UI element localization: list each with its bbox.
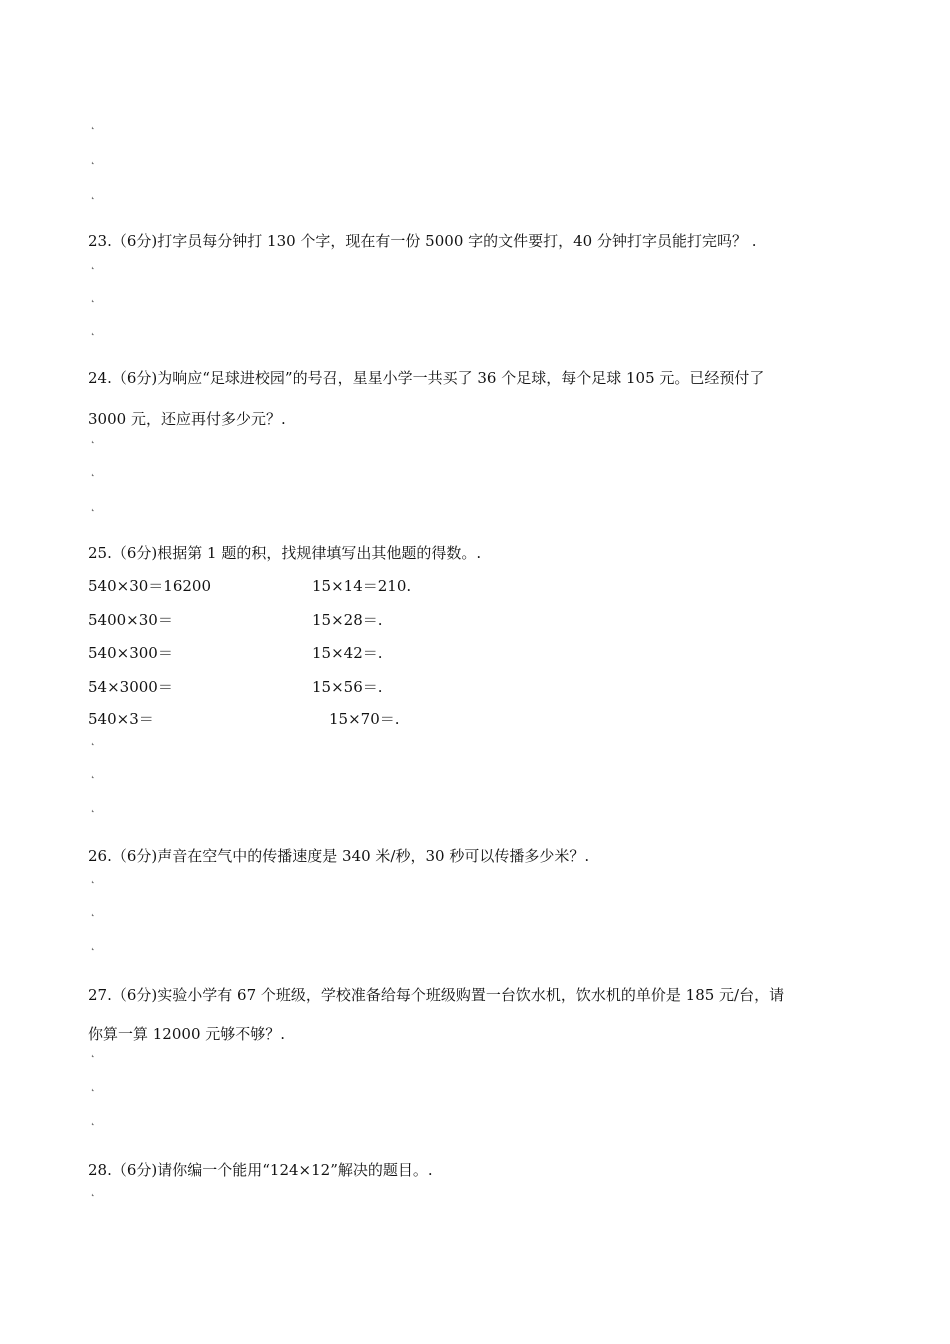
equation-right: 15×42＝. — [312, 644, 383, 662]
paragraph-mark: ˛ — [90, 904, 96, 917]
equation-right: 15×70＝. — [329, 710, 400, 728]
paragraph-mark: ˛ — [90, 257, 96, 270]
paragraph-mark: ˛ — [90, 1045, 96, 1058]
question-28: 28.（6分)请你编一个能用“124×12”解决的题目。. — [88, 1161, 433, 1179]
equation-right: 15×28＝. — [312, 611, 383, 629]
paragraph-mark: ˛ — [90, 1079, 96, 1092]
equation-right: 15×56＝. — [312, 678, 383, 696]
paragraph-mark: ˛ — [90, 499, 96, 512]
question-27-line2: 你算一算 12000 元够不够？. — [88, 1025, 286, 1043]
paragraph-mark: ˛ — [90, 1184, 96, 1197]
paragraph-mark: ˛ — [90, 323, 96, 336]
paragraph-mark: ˛ — [90, 290, 96, 303]
equation-left: 540×30＝16200 — [88, 577, 212, 595]
question-23: 23.（6分)打字员每分钟打 130 个字，现在有一份 5000 字的文件要打，40 分钟打字员能打完吗？ . — [88, 232, 757, 250]
equation-left: 540×3＝ — [88, 710, 154, 728]
paragraph-mark: ˛ — [90, 117, 96, 130]
question-27-line1: 27.（6分)实验小学有 67 个班级，学校准备给每个班级购置一台饮水机，饮水机的单价是 185 元/台，请 — [88, 986, 785, 1004]
paragraph-mark: ˛ — [90, 800, 96, 813]
paragraph-mark: ˛ — [90, 152, 96, 165]
paragraph-mark: ˛ — [90, 464, 96, 477]
question-24-line2: 3000 元，还应再付多少元？. — [88, 410, 286, 428]
paragraph-mark: ˛ — [90, 871, 96, 884]
question-24-line1: 24.（6分)为响应“足球进校园”的号召，星星小学一共买了 36 个足球，每个足球 105 元。已经预付了 — [88, 369, 765, 387]
paragraph-mark: ˛ — [90, 733, 96, 746]
equation-left: 540×300＝ — [88, 644, 173, 662]
paragraph-mark: ˛ — [90, 938, 96, 951]
equation-left: 54×3000＝ — [88, 678, 173, 696]
equation-left: 5400×30＝ — [88, 611, 173, 629]
question-26: 26.（6分)声音在空气中的传播速度是 340 米/秒，30 秒可以传播多少米？. — [88, 847, 590, 865]
paragraph-mark: ˛ — [90, 1113, 96, 1126]
paragraph-mark: ˛ — [90, 187, 96, 200]
equation-right: 15×14＝210. — [312, 577, 412, 595]
question-25: 25.（6分)根据第 1 题的积，找规律填写出其他题的得数。. — [88, 544, 482, 562]
paragraph-mark: ˛ — [90, 431, 96, 444]
paragraph-mark: ˛ — [90, 766, 96, 779]
